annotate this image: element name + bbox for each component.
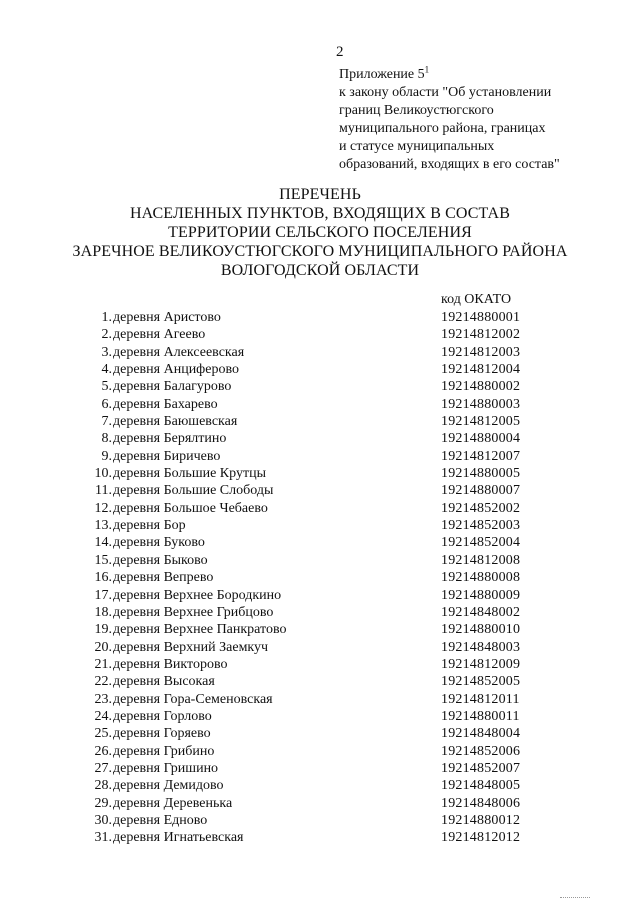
page-number: 2 [336, 44, 344, 60]
list-item [86, 482, 546, 499]
okato-code: 19214848005 [441, 778, 521, 794]
list-item [86, 361, 546, 378]
settlement-name: деревня Верхний Заемкуч [113, 639, 269, 655]
item-number: 1. [101, 310, 112, 325]
list-item [86, 812, 546, 829]
settlement-name: деревня Игнатьевская [113, 830, 244, 846]
list-item [86, 552, 546, 569]
list-item [86, 829, 546, 846]
list-item [86, 725, 546, 742]
okato-code: 19214880003 [441, 396, 521, 412]
page-corner-marks [560, 897, 590, 900]
appendix-line-3: границ Великоустюгского [339, 103, 494, 118]
list-item [86, 413, 546, 430]
list-item [86, 465, 546, 482]
settlement-name: деревня Горлово [113, 708, 212, 724]
list-item [86, 656, 546, 673]
list-item [86, 639, 546, 656]
list-item [86, 500, 546, 517]
item-number: 28. [94, 778, 112, 794]
title-line-2: НАСЕЛЕННЫХ ПУНКТОВ, ВХОДЯЩИХ В СОСТАВ [130, 205, 510, 222]
item-number: 2. [101, 327, 112, 343]
item-number: 10. [94, 466, 112, 482]
okato-code: 19214812004 [441, 362, 521, 378]
list-item [86, 309, 546, 326]
list-item [86, 777, 546, 794]
list-item [86, 396, 546, 413]
item-number: 22. [94, 674, 112, 690]
settlement-name: деревня Алексеевская [113, 344, 245, 360]
okato-code: 19214880009 [441, 587, 521, 603]
okato-code: 19214880011 [441, 708, 520, 724]
settlement-name: деревня Берялтино [113, 431, 227, 447]
item-number: 27. [94, 760, 112, 776]
appendix-line-4: муниципального района, границах [339, 121, 546, 136]
appendix-line-1 [339, 66, 629, 84]
item-number: 15. [94, 552, 112, 568]
okato-code: 19214812002 [441, 327, 521, 343]
okato-code: 19214880012 [441, 812, 521, 828]
settlement-name: деревня Едново [113, 812, 208, 828]
settlement-name: деревня Деревенька [113, 795, 233, 811]
item-number: 18. [94, 604, 112, 620]
appendix-note [339, 66, 629, 174]
item-number: 3. [101, 344, 112, 360]
appendix-title: Приложение 5 [339, 67, 425, 82]
okato-code: 19214880005 [441, 466, 521, 482]
list-item [86, 621, 546, 638]
item-number: 20. [94, 639, 112, 655]
item-number: 21. [94, 656, 112, 672]
item-number: 26. [94, 743, 112, 759]
okato-code: 19214812011 [441, 691, 520, 707]
okato-code: 19214852002 [441, 500, 521, 516]
okato-code: 19214880002 [441, 379, 521, 395]
settlement-name: деревня Высокая [113, 674, 215, 690]
okato-code: 19214880010 [441, 622, 521, 638]
settlement-name: деревня Горяево [113, 726, 211, 742]
settlement-name: деревня Гора-Семеновская [113, 691, 273, 707]
okato-code: 19214848002 [441, 604, 521, 620]
item-number: 17. [94, 587, 112, 603]
settlement-name: деревня Гришино [113, 760, 219, 776]
item-number: 30. [94, 812, 112, 828]
item-number: 8. [101, 431, 112, 447]
list-item [86, 604, 546, 621]
item-number: 29. [94, 795, 112, 811]
list-item [86, 743, 546, 760]
okato-code: 19214848003 [441, 639, 521, 655]
okato-code: 19214852006 [441, 743, 521, 759]
okato-code: 19214812007 [441, 448, 521, 464]
item-number: 31. [94, 830, 112, 846]
title-line-3: ТЕРРИТОРИИ СЕЛЬСКОГО ПОСЕЛЕНИЯ [168, 224, 472, 241]
title-line-1: ПЕРЕЧЕНЬ [279, 186, 361, 203]
settlement-name: деревня Верхнее Бородкино [113, 587, 282, 603]
settlement-name: деревня Бахарево [113, 396, 218, 412]
list-item [86, 344, 546, 361]
settlement-name: деревня Демидово [113, 778, 224, 794]
item-number: 6. [101, 396, 112, 412]
settlement-name: деревня Балагурово [113, 379, 232, 395]
settlement-name: деревня Агеево [113, 327, 206, 343]
okato-code: 19214812012 [441, 830, 521, 846]
list-item [86, 569, 546, 586]
settlement-name: деревня Верхнее Панкратово [113, 622, 287, 638]
okato-code: 19214880001 [441, 310, 521, 325]
okato-code: 19214848006 [441, 795, 521, 811]
settlement-name: деревня Бор [113, 518, 186, 534]
settlement-name: деревня Быково [113, 552, 208, 568]
settlement-name: деревня Аристово [113, 310, 221, 325]
item-number: 25. [94, 726, 112, 742]
settlement-name: деревня Вепрево [113, 570, 214, 586]
appendix-line-5: и статусе муниципальных [339, 139, 495, 154]
settlement-name: деревня Большие Крутцы [113, 466, 266, 482]
title-line-4: ЗАРЕЧНОЕ ВЕЛИКОУСТЮГСКОГО МУНИЦИПАЛЬНОГО РАЙОНА [72, 243, 568, 260]
settlement-name: деревня Большие Слободы [113, 483, 274, 499]
list-item [86, 673, 546, 690]
list-item [86, 430, 546, 447]
settlement-name: деревня Биричево [113, 448, 221, 464]
item-number: 9. [101, 448, 112, 464]
item-number: 4. [101, 362, 112, 378]
settlement-name: деревня Верхнее Грибцово [113, 604, 274, 620]
settlement-name: деревня Викторово [113, 656, 228, 672]
list-item [86, 587, 546, 604]
item-number: 13. [94, 518, 112, 534]
list-item [86, 378, 546, 395]
list-item [86, 708, 546, 725]
settlement-name: деревня Анциферово [113, 362, 239, 378]
item-number: 19. [94, 622, 112, 638]
item-number: 12. [94, 500, 112, 516]
appendix-line-2: к закону области "Об установлении [339, 85, 552, 100]
okato-code: 19214852007 [441, 760, 521, 776]
okato-code: 19214812003 [441, 344, 521, 360]
list-item [86, 534, 546, 551]
item-number: 23. [94, 691, 112, 707]
item-number: 5. [101, 379, 112, 395]
list-item [86, 448, 546, 465]
okato-code: 19214880008 [441, 570, 521, 586]
list-item [86, 326, 546, 343]
list-item [86, 795, 546, 812]
okato-code: 19214880004 [441, 431, 521, 447]
settlement-name: деревня Грибино [113, 743, 215, 759]
title-line-5: ВОЛОГОДСКОЙ ОБЛАСТИ [220, 262, 420, 279]
item-number: 14. [94, 535, 112, 551]
okato-code: 19214852005 [441, 674, 521, 690]
list-item [86, 517, 546, 534]
list-item [86, 760, 546, 777]
item-number: 16. [94, 570, 112, 586]
settlement-name: деревня Большое Чебаево [113, 500, 268, 516]
list-item [86, 691, 546, 708]
settlements-list [86, 309, 546, 847]
item-number: 7. [101, 414, 112, 430]
okato-code: 19214852003 [441, 518, 521, 534]
settlement-name: деревня Буково [113, 535, 205, 551]
okato-column-header: код ОКАТО [441, 292, 512, 307]
okato-code: 19214848004 [441, 726, 521, 742]
okato-code: 19214812008 [441, 552, 521, 568]
okato-code: 19214852004 [441, 535, 521, 551]
okato-code: 19214812005 [441, 414, 521, 430]
appendix-line-6: образований, входящих в его состав" [339, 157, 560, 172]
okato-code: 19214812009 [441, 656, 521, 672]
item-number: 11. [95, 483, 112, 499]
appendix-superscript: 1 [424, 64, 430, 75]
item-number: 24. [94, 708, 112, 724]
settlement-name: деревня Баюшевская [113, 414, 238, 430]
okato-code: 19214880007 [441, 483, 521, 499]
document-title [0, 185, 640, 280]
